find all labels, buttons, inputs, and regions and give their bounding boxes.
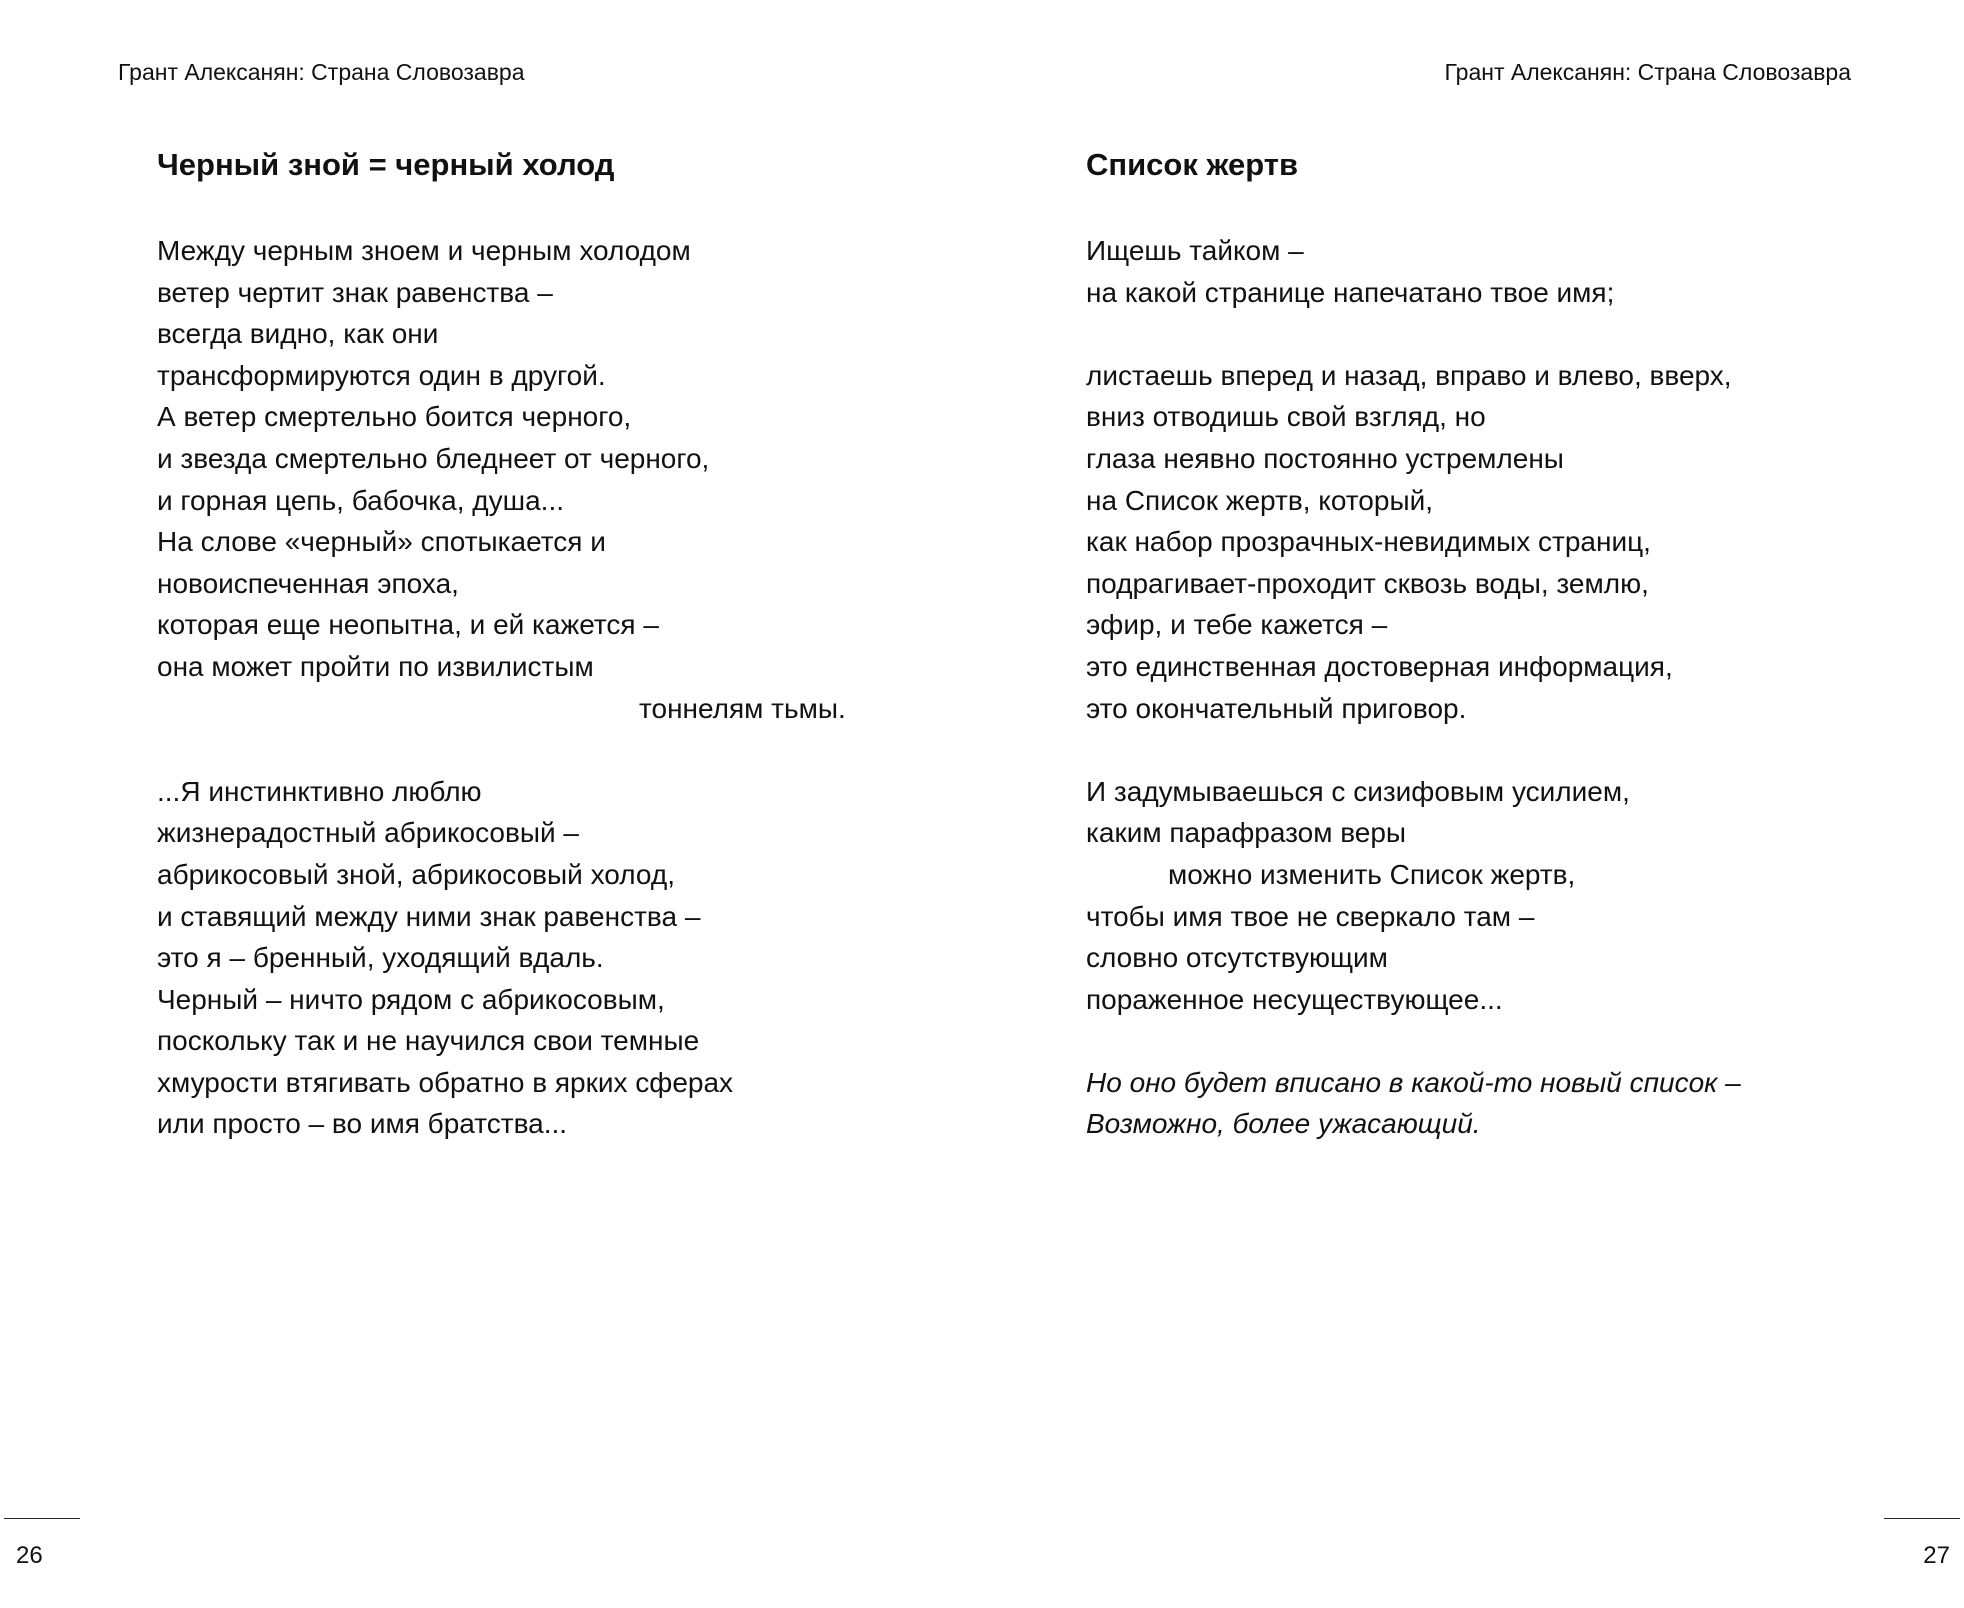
poem-line: жизнерадостный абрикосовый – [157,817,579,849]
poem-line: словно отсутствующим [1086,942,1388,974]
poem-line: На слове «черный» спотыкается и [157,526,606,558]
poem-line: А ветер смертельно боится черного, [157,401,632,433]
running-head-right: Грант Алексанян: Страна Словозавра [1444,59,1851,85]
poem-line: листаешь вперед и назад, вправо и влево, вверх, [1086,359,1732,391]
stanza [1086,771,1886,1021]
poem-line: глаза неявно постоянно устремлены [1086,442,1564,474]
poem-line: ветер чертит знак равенства – [157,276,553,308]
poem-line: Возможно, более ужасающий. [1086,1108,1481,1140]
poem-line: Ищешь тайком – [1086,235,1304,266]
poem-line: или просто – во имя братства... [157,1108,568,1140]
poem-line: и звезда смертельно бледнеет от черного, [157,442,710,474]
poem-line: и ставящий между ними знак равенства – [157,900,701,932]
poem-line: всегда видно, как они [157,318,439,350]
poem-line: это я – бренный, уходящий вдаль. [157,942,604,974]
poem-line: и горная цепь, бабочка, душа... [157,484,564,516]
right-page [982,0,1964,1608]
poem-line: трансформируются один в другой. [157,359,606,391]
stanza-italic [1086,1062,1886,1145]
stanza [157,230,897,729]
page-number-right: 27 [1923,1542,1950,1569]
poem-line: И задумываешься с сизифовым усилием, [1086,775,1630,807]
poem-line: подрагивает-проходит сквозь воды, землю, [1086,567,1649,599]
poem-line: поскольку так и не научился свои темные [157,1025,700,1057]
poem-title-left: Черный зной = черный холод [157,147,615,182]
poem-line: это единственная достоверная информация, [1086,650,1673,682]
poem-line: чтобы имя твое не сверкало там – [1086,900,1535,932]
footer-rule-right [1884,1518,1960,1519]
poem-line: абрикосовый зной, абрикосовый холод, [157,858,675,890]
poem-line: Но оно будет вписано в какой-то новый список – [1086,1066,1741,1098]
poem-line: это окончательный приговор. [1086,692,1467,724]
poem-line-indented: можно изменить Список жертв, [1168,858,1576,890]
poem-line: Между черным зноем и черным холодом [157,235,691,266]
page-number-left: 26 [16,1542,43,1569]
stanza [157,771,897,1145]
poem-line: хмурости втягивать обратно в ярких сферах [157,1066,734,1098]
poem-line: на Список жертв, который, [1086,484,1433,516]
stanza [1086,355,1886,729]
poem-line: как набор прозрачных-невидимых страниц, [1086,526,1651,558]
running-head-left: Грант Алексанян: Страна Словозавра [118,59,525,85]
poem-line: эфир, и тебе кажется – [1086,609,1388,641]
poem-line: на какой странице напечатано твое имя; [1086,276,1615,308]
poem-line: которая еще неопытна, и ей кажется – [157,609,659,641]
poem-line: она может пройти по извилистым [157,650,594,682]
poem-body-left [157,230,897,1187]
poem-line: Черный – ничто рядом с абрикосовым, [157,983,665,1015]
poem-title-right: Список жертв [1086,147,1299,182]
poem-line: пораженное несуществующее... [1086,983,1503,1015]
footer-rule-left [4,1518,80,1519]
poem-line: новоиспеченная эпоха, [157,567,459,599]
poem-body-right [1086,230,1886,1187]
poem-line: вниз отводишь свой взгляд, но [1086,401,1486,433]
poem-line: ...Я инстинктивно люблю [157,775,482,807]
poem-line: каким парафразом веры [1086,817,1407,849]
stanza [1086,230,1886,313]
poem-line-dropped: тоннелям тьмы. [639,692,846,724]
